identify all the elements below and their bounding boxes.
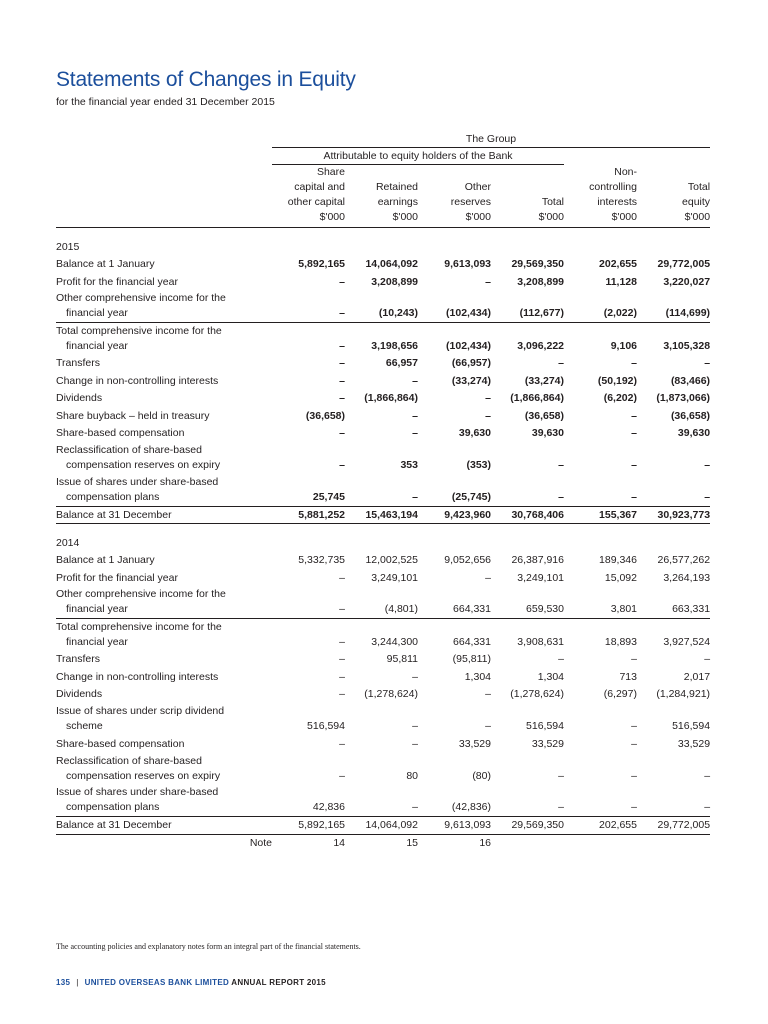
- row-label: [56, 506, 272, 524]
- table-cell: (1,866,864): [510, 392, 564, 405]
- column-header-line: interests: [597, 196, 637, 208]
- table-cell: 15,463,194: [345, 506, 418, 524]
- column-header-line: earnings: [377, 196, 418, 208]
- table-cell: –: [704, 357, 711, 370]
- table-cell: –: [339, 275, 345, 288]
- table-cell: 29,569,350: [491, 817, 564, 835]
- table-cell: (114,699): [665, 307, 711, 319]
- row-label-line: compensation plans: [66, 490, 160, 503]
- table-row: [56, 569, 710, 587]
- table-cell: –: [339, 459, 345, 471]
- row-label-line: compensation reserves on expiry: [66, 769, 221, 782]
- page-title: Statements of Changes in Equity: [56, 68, 356, 91]
- table-cell: 3,244,300: [345, 619, 418, 651]
- table-row: [56, 256, 710, 274]
- table-cell: 39,630: [531, 427, 564, 440]
- row-label: [56, 668, 272, 686]
- table-cell: 9,613,093: [418, 817, 491, 835]
- table-cell: 33,529: [458, 737, 491, 750]
- table-cell: (1,873,066): [656, 392, 711, 405]
- table-cell: –: [339, 357, 345, 370]
- table-cell: 29,569,350: [511, 258, 564, 271]
- table-row: [56, 668, 710, 686]
- row-label: [56, 686, 272, 704]
- column-header-line: reserves: [450, 196, 491, 208]
- table-cell: –: [272, 619, 345, 651]
- table-cell: –: [412, 490, 418, 503]
- table-cell: 9,106: [564, 323, 637, 355]
- table-cell: 3,908,631: [491, 619, 564, 651]
- row-label-line: financial year: [66, 635, 128, 648]
- table-row: [56, 619, 710, 651]
- table-cell: (80): [472, 769, 491, 782]
- table-cell: –: [412, 720, 418, 732]
- row-label: [56, 785, 272, 817]
- row-label: [56, 390, 272, 408]
- row-label-line: financial year: [66, 603, 128, 615]
- table-cell: –: [485, 409, 491, 422]
- table-row: [56, 425, 710, 443]
- table-cell: –: [704, 801, 711, 813]
- table-row: [56, 407, 710, 425]
- table-cell: –: [631, 737, 637, 750]
- table-cell: –: [485, 275, 491, 288]
- table-cell: –: [412, 374, 418, 387]
- table-cell: –: [631, 409, 637, 422]
- row-label-line: Change in non-controlling interests: [56, 374, 219, 387]
- table-row: [56, 735, 710, 753]
- page-footer: [56, 978, 326, 987]
- row-label: [56, 552, 272, 570]
- table-cell: 3,208,899: [371, 275, 418, 288]
- row-label: [56, 587, 272, 619]
- row-label-line: Reclassification of share-based: [56, 444, 202, 456]
- table-cell: 659,530: [526, 603, 564, 615]
- table-row: [56, 390, 710, 408]
- table-cell: (25,745): [451, 490, 491, 503]
- table-cell: 516,594: [672, 720, 711, 732]
- spacer-row: [56, 228, 710, 238]
- row-label-line: scheme: [66, 720, 103, 732]
- table-cell: 3,264,193: [663, 571, 711, 584]
- table-cell: –: [339, 392, 345, 405]
- column-header: [491, 165, 564, 228]
- table-row: [56, 442, 710, 474]
- row-label-line: Total comprehensive income for the: [56, 324, 222, 337]
- note-label: Note: [249, 837, 272, 850]
- table-cell: 5,332,735: [298, 554, 345, 567]
- row-label-line: Balance at 1 January: [56, 554, 155, 567]
- table-cell: –: [339, 670, 345, 683]
- table-cell: 3,801: [610, 603, 637, 615]
- equity-table: [56, 131, 710, 852]
- table-row: [56, 686, 710, 704]
- page-number: 135: [56, 978, 71, 987]
- table-cell: 664,331: [453, 603, 491, 615]
- table-cell: 29,772,005: [637, 817, 710, 835]
- table-cell: (102,434): [418, 323, 491, 355]
- table-cell: (95,811): [452, 653, 491, 666]
- row-label-line: Other comprehensive income for the: [56, 292, 226, 304]
- table-cell: (1,284,921): [656, 688, 711, 701]
- table-row: [56, 273, 710, 291]
- table-cell: 3,198,656: [345, 323, 418, 355]
- column-header-line: $'000: [684, 211, 711, 223]
- column-header-line: [491, 165, 564, 180]
- page-subtitle: for the financial year ended 31 December 2015: [56, 96, 275, 108]
- row-label: [56, 619, 272, 651]
- table-row: [56, 703, 710, 735]
- table-cell: 1,304: [537, 670, 564, 683]
- table-cell: 39,630: [458, 427, 491, 440]
- column-header-line: $'000: [319, 211, 345, 223]
- table-cell: 5,892,165: [298, 258, 345, 271]
- table-cell: (42,836): [451, 801, 491, 813]
- section-year: 2014: [56, 536, 80, 549]
- row-label-line: Issue of shares under share-based: [56, 786, 219, 798]
- table-cell: (36,658): [670, 409, 711, 422]
- table-cell: –: [412, 737, 418, 750]
- row-label-line: compensation reserves on expiry: [66, 459, 221, 471]
- table-cell: (112,677): [519, 307, 564, 319]
- column-header: [418, 165, 491, 228]
- table-cell: 5,892,165: [272, 817, 345, 835]
- row-label: [56, 372, 272, 390]
- table-row: [56, 587, 710, 619]
- table-cell: 3,208,899: [517, 275, 564, 288]
- column-header-line: equity: [682, 196, 711, 208]
- row-label-line: Share buyback – held in treasury: [56, 409, 210, 422]
- table-cell: (33,274): [524, 374, 564, 387]
- table-cell: 3,249,101: [371, 571, 418, 584]
- row-label-line: Change in non-controlling interests: [56, 670, 219, 683]
- table-cell: 202,655: [599, 258, 637, 271]
- table-cell: –: [339, 688, 345, 701]
- table-cell: 664,331: [418, 619, 491, 651]
- table-cell: –: [339, 571, 345, 584]
- table-row: [56, 753, 710, 785]
- table-cell: (1,866,864): [364, 392, 418, 405]
- row-label-line: Balance at 1 January: [56, 258, 155, 271]
- note-ref: [491, 834, 564, 852]
- table-cell: 26,387,916: [511, 554, 564, 567]
- company-name: UNITED OVERSEAS BANK LIMITED: [84, 978, 230, 987]
- table-cell: –: [631, 427, 637, 440]
- table-cell: –: [558, 490, 564, 503]
- column-header-line: controlling: [589, 181, 637, 193]
- row-label-line: Transfers: [56, 653, 100, 666]
- row-label-line: Profit for the financial year: [56, 275, 178, 288]
- row-label: [56, 753, 272, 785]
- note-row: [56, 834, 710, 852]
- table-cell: 39,630: [677, 427, 711, 440]
- table-cell: 9,613,093: [444, 258, 491, 271]
- row-label-line: Dividends: [56, 392, 103, 405]
- table-cell: 9,052,656: [444, 554, 491, 567]
- table-cell: 3,105,328: [637, 323, 710, 355]
- table-row: [56, 474, 710, 506]
- table-cell: (10,243): [378, 307, 418, 319]
- table-cell: (1,278,624): [364, 688, 418, 701]
- section-year-row: [56, 534, 710, 552]
- table-cell: –: [704, 490, 711, 503]
- table-cell: (83,466): [670, 374, 711, 387]
- table-cell: –: [339, 374, 345, 387]
- table-cell: –: [339, 653, 345, 666]
- row-label: [56, 735, 272, 753]
- table-cell: –: [485, 688, 491, 701]
- column-header-line: $'000: [465, 211, 491, 223]
- column-header-line: Other: [464, 181, 491, 193]
- table-cell: (50,192): [597, 374, 637, 387]
- row-label-line: Profit for the financial year: [56, 571, 178, 584]
- table-cell: 713: [619, 670, 637, 683]
- table-cell: 15,092: [604, 571, 637, 584]
- table-cell: 3,927,524: [637, 619, 710, 651]
- row-label: [56, 817, 272, 835]
- row-label: [56, 651, 272, 669]
- row-label-line: Reclassification of share-based: [56, 754, 202, 767]
- table-cell: 33,529: [531, 737, 564, 750]
- table-cell: –: [631, 490, 637, 503]
- table-cell: 3,249,101: [517, 571, 564, 584]
- table-cell: 80: [406, 769, 418, 782]
- table-cell: 29,772,005: [657, 258, 711, 271]
- row-label: [56, 425, 272, 443]
- column-header-line: Total: [687, 181, 711, 193]
- table-cell: 14,064,092: [365, 258, 418, 271]
- table-cell: –: [412, 427, 418, 440]
- row-label: [56, 703, 272, 735]
- table-cell: –: [558, 357, 564, 370]
- table-cell: 25,745: [312, 490, 345, 503]
- table-cell: 202,655: [564, 817, 637, 835]
- table-cell: 2,017: [683, 670, 711, 683]
- attributable-label: Attributable to equity holders of the Bank: [272, 148, 564, 165]
- column-header-line: $'000: [538, 211, 564, 223]
- table-body: [56, 228, 710, 853]
- table-row: [56, 355, 710, 373]
- row-label-line: Other comprehensive income for the: [56, 588, 226, 600]
- table-cell: –: [704, 769, 711, 782]
- table-row: [56, 323, 710, 355]
- column-header-line: [491, 180, 564, 195]
- row-label-line: Issue of shares under scrip dividend: [56, 705, 225, 717]
- table-cell: 95,811: [386, 653, 418, 666]
- table-cell: –: [704, 653, 711, 666]
- table-cell: 14,064,092: [345, 817, 418, 835]
- column-header: [637, 165, 710, 228]
- table-row: [56, 552, 710, 570]
- row-label-line: Share-based compensation: [56, 427, 185, 440]
- table-cell: (36,658): [305, 409, 345, 422]
- row-label-line: Share-based compensation: [56, 737, 185, 750]
- row-label-line: financial year: [66, 339, 128, 352]
- row-label: [56, 569, 272, 587]
- table-cell: (6,202): [603, 392, 637, 405]
- column-header: [564, 165, 637, 228]
- table-cell: 42,836: [312, 801, 345, 813]
- row-label-line: Total comprehensive income for the: [56, 620, 222, 633]
- column-header-line: Share: [316, 166, 345, 178]
- column-header-row: [56, 165, 710, 228]
- table-cell: (2,022): [603, 307, 637, 319]
- row-label-line: Dividends: [56, 688, 103, 701]
- table-cell: 12,002,525: [365, 554, 418, 567]
- table-cell: (4,801): [384, 603, 418, 615]
- table-cell: –: [558, 801, 564, 813]
- table-header: [56, 131, 710, 228]
- row-label-line: compensation plans: [66, 801, 160, 813]
- table-cell: –: [485, 571, 491, 584]
- table-cell: –: [558, 769, 564, 782]
- table-cell: 66,957: [385, 357, 418, 370]
- table-row: [56, 785, 710, 817]
- table-cell: 9,423,960: [418, 506, 491, 524]
- table-cell: –: [412, 670, 418, 683]
- row-label-line: Transfers: [56, 357, 100, 370]
- row-label-line: Balance at 31 December: [56, 508, 172, 521]
- table-cell: 5,881,252: [272, 506, 345, 524]
- table-cell: –: [272, 323, 345, 355]
- table-cell: (6,297): [603, 688, 637, 701]
- column-header-line: other capital: [287, 196, 345, 208]
- column-header-line: $'000: [611, 211, 637, 223]
- table-cell: –: [558, 653, 564, 666]
- table-cell: –: [339, 307, 345, 319]
- table-cell: 30,768,406: [491, 506, 564, 524]
- row-label: [56, 256, 272, 274]
- group-label: The Group: [272, 131, 710, 148]
- row-label-line: Balance at 31 December: [56, 819, 172, 832]
- table-cell: –: [558, 459, 564, 471]
- table-row: [56, 817, 710, 835]
- table-cell: –: [485, 392, 491, 405]
- table-cell: 353: [400, 459, 418, 471]
- note-ref: [637, 834, 710, 852]
- footnote: The accounting policies and explanatory notes form an integral part of the financial statements.: [56, 942, 361, 951]
- table-row: [56, 506, 710, 524]
- note-ref: 16: [479, 837, 491, 850]
- row-label: [56, 323, 272, 355]
- table-cell: –: [631, 801, 637, 813]
- table-cell: –: [631, 459, 637, 471]
- table-cell: –: [631, 769, 637, 782]
- table-cell: 663,331: [672, 603, 711, 615]
- column-header-line: Non-: [614, 166, 637, 178]
- table-cell: –: [412, 801, 418, 813]
- report-name: ANNUAL REPORT 2015: [231, 978, 326, 987]
- table-cell: –: [339, 603, 345, 615]
- row-label-line: financial year: [66, 307, 128, 319]
- section-year: 2015: [56, 240, 80, 253]
- table-cell: –: [339, 737, 345, 750]
- table-cell: (36,658): [524, 409, 564, 422]
- table-cell: –: [339, 427, 345, 440]
- table-cell: 189,346: [599, 554, 637, 567]
- table-cell: –: [631, 720, 637, 732]
- table-cell: 516,594: [526, 720, 564, 732]
- note-ref: 15: [406, 837, 418, 850]
- table-cell: –: [412, 409, 418, 422]
- table-cell: (1,278,624): [510, 688, 564, 701]
- table-row: [56, 651, 710, 669]
- column-header-line: $'000: [392, 211, 418, 223]
- table-cell: 1,304: [464, 670, 491, 683]
- column-header-line: Total: [541, 196, 564, 208]
- table-row: [56, 372, 710, 390]
- table-cell: –: [339, 769, 345, 782]
- table-cell: (102,434): [446, 307, 491, 319]
- row-label-line: Issue of shares under share-based: [56, 475, 219, 488]
- table-cell: 3,220,027: [663, 275, 711, 288]
- column-header: [272, 165, 345, 228]
- table-cell: –: [631, 653, 637, 666]
- row-label: [56, 474, 272, 506]
- table-cell: 516,594: [307, 720, 345, 732]
- footer-separator: |: [76, 978, 79, 987]
- column-header-line: [345, 165, 418, 180]
- table-cell: 18,893: [564, 619, 637, 651]
- section-year-row: [56, 238, 710, 256]
- row-label: [56, 355, 272, 373]
- note-ref: 14: [333, 837, 345, 850]
- column-header-line: [637, 165, 710, 180]
- note-ref: [564, 834, 637, 852]
- table-cell: –: [704, 459, 711, 471]
- table-row: [56, 291, 710, 323]
- row-label: [56, 273, 272, 291]
- table-cell: 30,923,773: [637, 506, 710, 524]
- table-cell: 11,128: [605, 275, 637, 288]
- table-cell: (66,957): [451, 357, 491, 370]
- table-cell: 3,096,222: [491, 323, 564, 355]
- column-header-line: capital and: [294, 181, 345, 193]
- row-label: [56, 442, 272, 474]
- table-cell: 33,529: [677, 737, 711, 750]
- table-cell: 155,367: [564, 506, 637, 524]
- table-cell: –: [485, 720, 491, 732]
- row-label: [56, 407, 272, 425]
- table-cell: (353): [466, 459, 491, 471]
- column-header-line: Retained: [375, 181, 418, 193]
- row-label: [56, 291, 272, 323]
- table-cell: 26,577,262: [657, 554, 711, 567]
- spacer-row: [56, 524, 710, 534]
- column-header: [345, 165, 418, 228]
- column-header-line: [418, 165, 491, 180]
- table-cell: –: [631, 357, 637, 370]
- table-cell: (33,274): [451, 374, 491, 387]
